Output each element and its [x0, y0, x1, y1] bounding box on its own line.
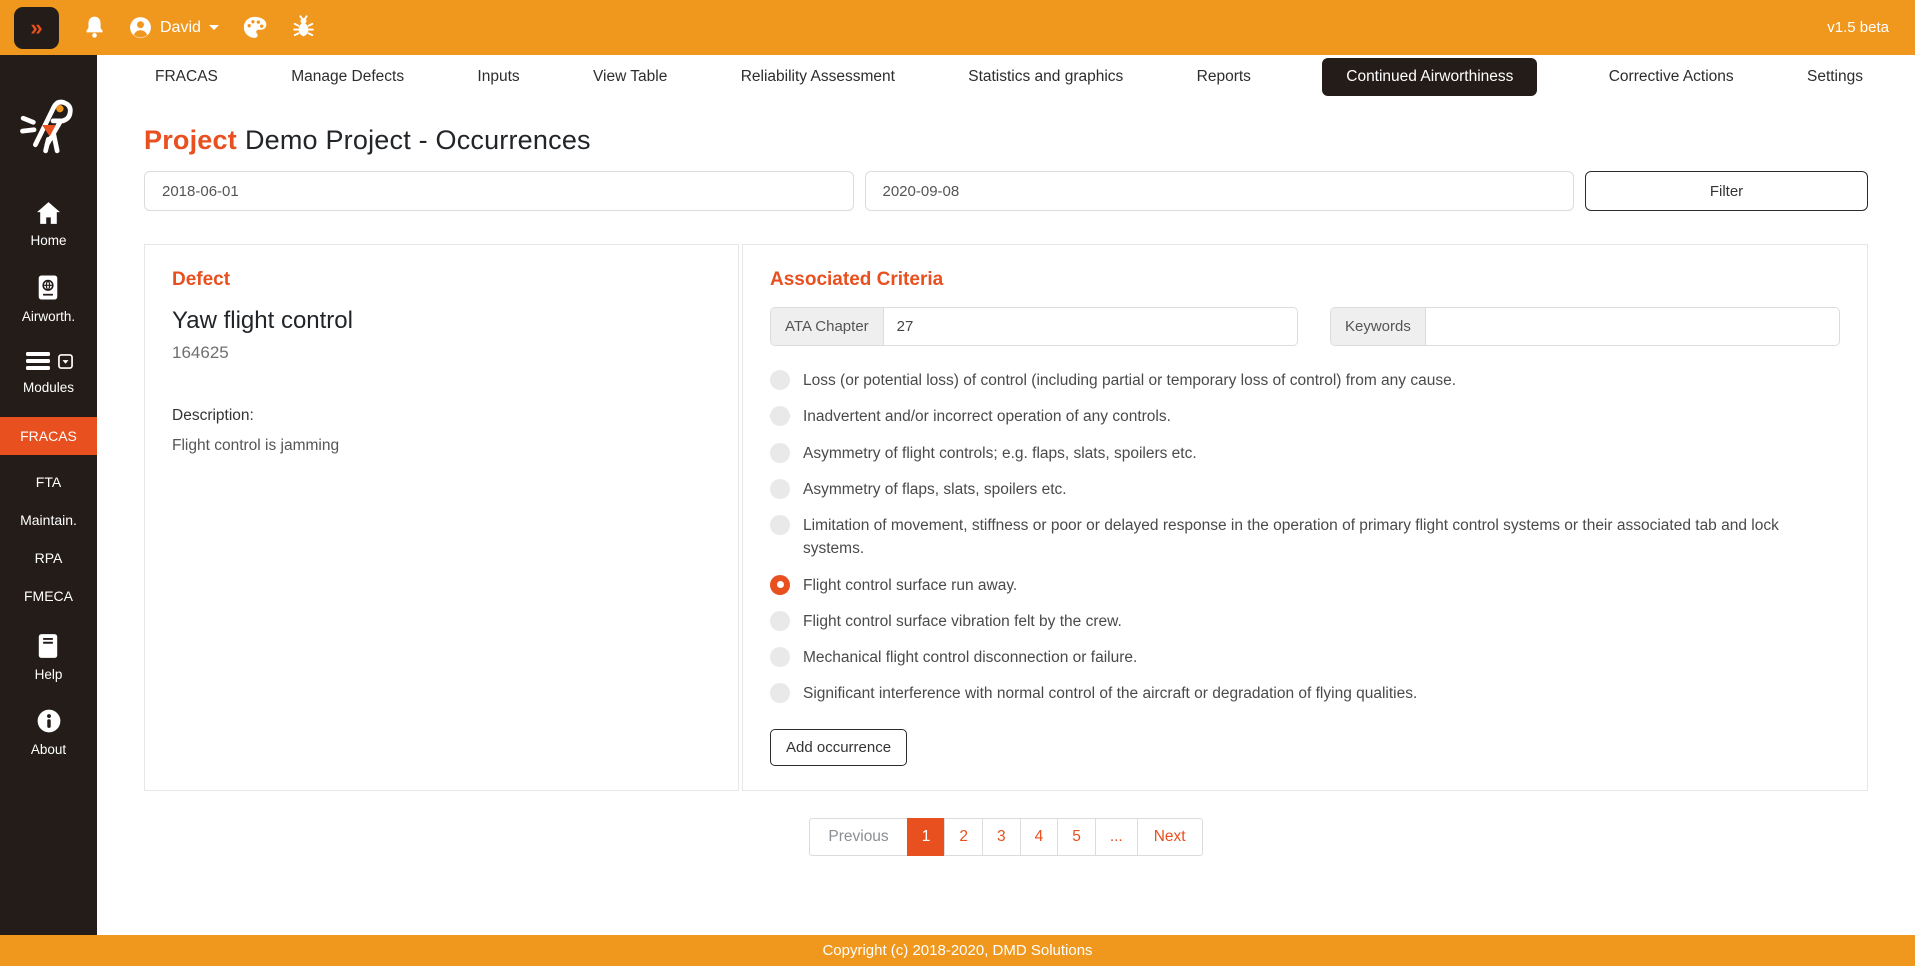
keywords-label: Keywords: [1331, 308, 1426, 345]
panels-row: [144, 244, 1868, 791]
ata-chapter-input[interactable]: [884, 308, 1297, 345]
tab-reports[interactable]: Reports: [1196, 68, 1251, 85]
sidebar-item-label: About: [30, 742, 67, 757]
user-icon: [128, 15, 153, 40]
criteria-option[interactable]: [770, 646, 1825, 669]
sidebar-item-label: Home: [30, 233, 67, 248]
tab-continued-airworthiness[interactable]: Continued Airworthiness: [1322, 58, 1537, 96]
criteria-option[interactable]: [770, 442, 1825, 465]
criteria-option-label: Flight control surface vibration felt by the crew.: [803, 612, 1122, 630]
tab-reliability-assessment[interactable]: Reliability Assessment: [740, 68, 895, 85]
book-icon: [36, 633, 60, 662]
sidebar-item-fracas[interactable]: FRACAS: [0, 417, 97, 455]
date-filter-bar: [144, 171, 1868, 211]
radio-button[interactable]: [770, 443, 790, 463]
bug-icon[interactable]: [290, 14, 317, 41]
palette-icon[interactable]: [241, 14, 268, 41]
date-from-input[interactable]: [144, 171, 854, 211]
radio-button[interactable]: [770, 370, 790, 390]
sidebar-item-label: Airworth.: [21, 309, 76, 324]
sidebar-item-home[interactable]: [30, 201, 66, 248]
date-to-input[interactable]: [865, 171, 1575, 211]
radio-button[interactable]: [770, 406, 790, 426]
pagination-page-2[interactable]: 2: [944, 818, 983, 856]
criteria-option[interactable]: [770, 682, 1825, 705]
sidebar-item-fta[interactable]: FTA: [35, 474, 62, 490]
defect-description-label: Description:: [172, 407, 254, 424]
page-content: [97, 125, 1915, 856]
criteria-option-label: Inadvertent and/or incorrect operation of any controls.: [803, 408, 1171, 426]
sidebar-item-label: Modules: [22, 380, 75, 395]
tab-manage-defects[interactable]: Manage Defects: [291, 68, 405, 85]
radio-button[interactable]: [770, 479, 790, 499]
tab-corrective-actions[interactable]: Corrective Actions: [1608, 68, 1734, 85]
criteria-option-label: Asymmetry of flaps, slats, spoilers etc.: [803, 480, 1067, 498]
radio-button[interactable]: [770, 647, 790, 667]
tab-view-table[interactable]: View Table: [592, 68, 668, 85]
radio-button[interactable]: [770, 575, 790, 595]
sidebar: [0, 55, 97, 935]
keywords-group: [1330, 307, 1840, 346]
home-icon: [35, 201, 62, 228]
sidebar-item-fmeca[interactable]: FMECA: [24, 588, 73, 604]
criteria-option[interactable]: [770, 610, 1825, 633]
user-name: David: [160, 18, 201, 36]
criteria-option[interactable]: [770, 574, 1825, 597]
criteria-option[interactable]: [770, 369, 1825, 392]
robin-logo: [15, 89, 83, 161]
criteria-option[interactable]: [770, 478, 1825, 501]
sidebar-item-help[interactable]: [35, 633, 63, 682]
copyright-text: Copyright (c) 2018-2020, DMD Solutions: [822, 942, 1093, 959]
criteria-option-label: Mechanical flight control disconnection or failure.: [803, 649, 1138, 666]
page-title: [144, 125, 1868, 156]
pagination: [144, 818, 1868, 856]
footer: [0, 935, 1915, 966]
sidebar-item-modules[interactable]: [23, 350, 74, 395]
sidebar-item-rpa[interactable]: RPA: [34, 550, 63, 566]
defect-heading: Defect: [172, 269, 231, 290]
criteria-inputs-row: [770, 307, 1840, 346]
criteria-option-label: Significant interference with normal control of the aircraft or degradation of flying qualities.: [803, 685, 1418, 703]
main-area: [97, 55, 1915, 935]
top-bar: [0, 0, 1915, 55]
defect-name: Yaw flight control: [172, 307, 353, 334]
criteria-heading: Associated Criteria: [770, 269, 944, 290]
ata-chapter-group: [770, 307, 1298, 346]
tab-settings[interactable]: Settings: [1806, 68, 1863, 85]
add-occurrence-button[interactable]: Add occurrence: [770, 729, 907, 766]
tab-inputs[interactable]: Inputs: [477, 68, 520, 85]
sidebar-collapse-button[interactable]: »: [14, 7, 59, 49]
defect-description: Flight control is jamming: [172, 437, 340, 454]
criteria-option[interactable]: [770, 405, 1825, 428]
module-nav-tabs: [97, 55, 1915, 99]
chevron-down-icon: [209, 25, 219, 30]
version-badge: v1.5 beta: [1827, 19, 1889, 36]
radio-button[interactable]: [770, 611, 790, 631]
criteria-option-label: Asymmetry of flight controls; e.g. flaps, slats, spoilers etc.: [803, 444, 1197, 462]
pagination-page-3[interactable]: 3: [982, 818, 1021, 856]
page-title-prefix: Project: [144, 125, 237, 155]
associated-criteria-panel: [742, 244, 1868, 791]
pagination-page-1[interactable]: 1: [907, 818, 946, 856]
caret-square-icon: [58, 354, 73, 372]
page-title-text: Demo Project - Occurrences: [244, 125, 591, 155]
pagination-next[interactable]: Next: [1137, 818, 1203, 856]
criteria-options-list: [770, 369, 1840, 706]
sidebar-item-about[interactable]: [31, 708, 66, 757]
criteria-option-label: Loss (or potential loss) of control (including partial or temporary loss of control) from any cause.: [803, 372, 1457, 389]
pagination-page-4[interactable]: 4: [1020, 818, 1059, 856]
menu-icon: [25, 350, 51, 375]
defect-panel: [144, 244, 739, 791]
keywords-input[interactable]: [1426, 308, 1839, 345]
pagination-page-5[interactable]: 5: [1057, 818, 1096, 856]
defect-id: 164625: [172, 343, 229, 362]
criteria-option-label: Limitation of movement, stiffness or poor or delayed response in the operation of primary flight control systems or their associated tab and lock systems.: [803, 517, 1779, 558]
sidebar-item-label: Help: [34, 667, 63, 682]
ata-chapter-label: ATA Chapter: [771, 308, 884, 345]
user-menu[interactable]: [128, 15, 219, 40]
sidebar-item-airworthiness[interactable]: [22, 274, 75, 324]
criteria-option-label: Flight control surface run away.: [803, 576, 1018, 594]
tab-fracas[interactable]: FRACAS: [155, 68, 218, 85]
info-icon: [36, 708, 62, 737]
sidebar-item-maintain[interactable]: Maintain.: [20, 512, 77, 528]
pagination-previous[interactable]: Previous: [809, 818, 907, 856]
criteria-option[interactable]: [770, 514, 1825, 561]
pagination-ellipsis[interactable]: ...: [1095, 818, 1138, 856]
radio-button[interactable]: [770, 683, 790, 703]
passport-icon: [36, 274, 60, 304]
bell-icon[interactable]: [81, 14, 108, 41]
filter-button[interactable]: Filter: [1585, 171, 1868, 211]
radio-button[interactable]: [770, 515, 790, 535]
tab-statistics-and-graphics[interactable]: Statistics and graphics: [968, 68, 1124, 85]
